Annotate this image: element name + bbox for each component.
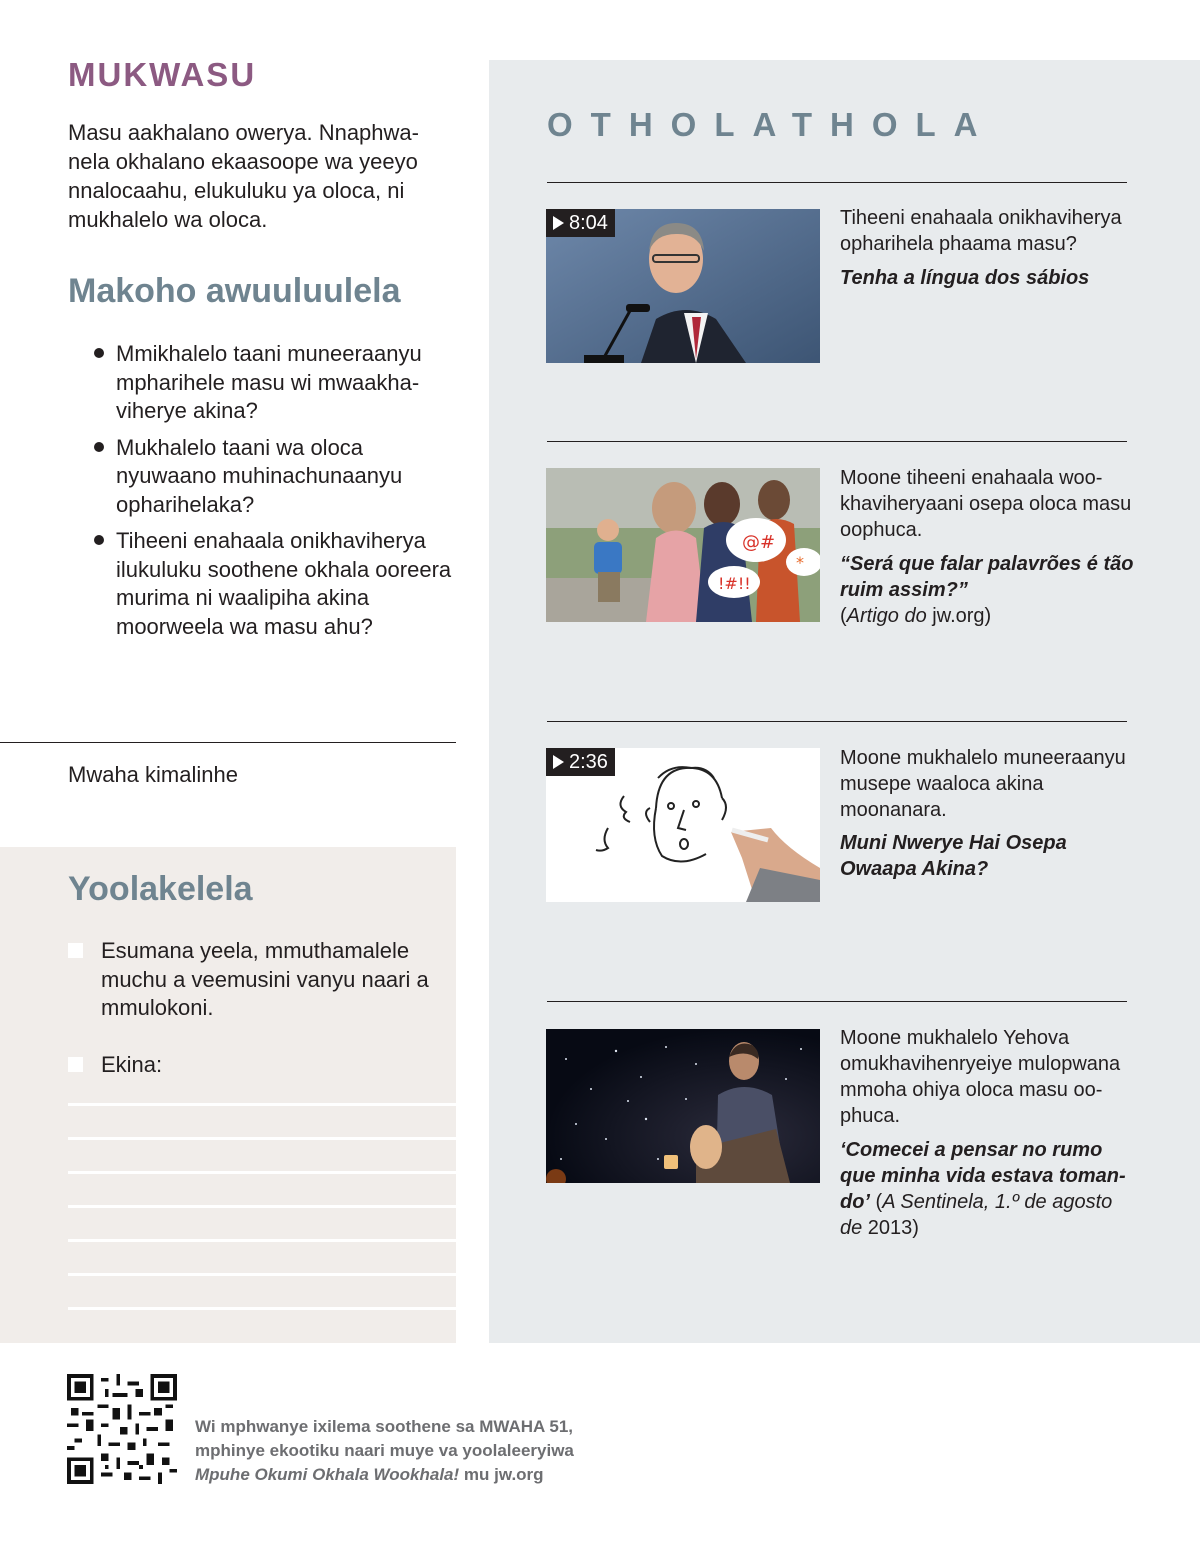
bullet-icon [94,442,104,452]
goals-title: Yoolakelela [68,870,253,908]
svg-text:!#!!: !#!! [718,574,751,593]
explore-item-reference[interactable] [840,830,1140,882]
article-thumbnail[interactable] [546,1029,820,1183]
video-duration-badge [546,209,615,237]
review-question-text: Mmikhalelo taani muneeraanyu mpharihele masu wi mwaakhaviherye akina? [116,341,422,423]
divider [547,441,1127,442]
reference-title: ‘Comecei a pensar no rumo que minha vida estava tomando’ [840,1139,1126,1213]
goal-item[interactable] [68,937,438,1023]
write-in-line[interactable] [68,1103,456,1106]
completed-lesson-label: Mwaha kimalinhe [68,762,238,787]
divider [547,721,1127,722]
reference-source: (Artigo do jw.org) [840,605,992,627]
bullet-icon [94,348,104,358]
explore-item-description: Moone mukhalelo muneeraanyu musepe waaloca akina moonanara. [840,747,1126,821]
explore-item-reference[interactable] [840,1137,1140,1241]
review-title: Makoho awuuluulela [68,272,401,310]
qr-code-icon[interactable] [67,1374,177,1484]
reference-title: “Será que falar palavrões é tão ruim assim?” [840,553,1134,601]
goal-item-other[interactable] [68,1051,438,1080]
play-icon [553,755,564,769]
goals-panel [0,847,456,1343]
teens-cursing-photo [546,468,820,622]
qr-code-graphic [67,1374,177,1484]
summary-text: Masu aakhalano owerya. Nnaphwanela okhalano ekaasoope wa yeeyo nnalocaahu, elukuluku ya oloca, ni mukhalelo wa oloca. [68,120,419,232]
review-question [94,340,454,426]
review-question-text: Mukhalelo taani wa oloca nyuwaano muhinachunaanyu opharihelaka? [116,434,403,517]
write-in-line[interactable] [68,1137,456,1140]
video-thumbnail[interactable] [546,748,820,902]
video-duration-badge [546,748,615,776]
svg-text:*: * [796,553,804,572]
video-thumbnail[interactable] [546,209,820,363]
review-question [94,527,454,641]
goal-item-text: Esumana yeela, mmuthamalele muchu a veemusini vanyu naari a mmulokoni. [101,938,429,1020]
man-under-stars-photo [546,1029,820,1183]
goal-item-text: Ekina: [101,1052,163,1077]
divider [547,182,1127,183]
reference-source: (A Sentinela, 1.º de agosto de 2013) [840,1191,1113,1239]
footer-line: mphinye ekootiku naari muye va yoolaleeryiwa [195,1441,574,1460]
write-in-line[interactable] [68,1239,456,1242]
footer-note [195,1415,615,1487]
write-in-line[interactable] [68,1171,456,1174]
footer-site[interactable]: mu jw.org [459,1465,544,1484]
write-in-line[interactable] [68,1205,456,1208]
video-duration: 2:36 [569,751,608,773]
write-in-line[interactable] [68,1307,456,1310]
video-duration: 8:04 [569,212,608,234]
explore-title: OTHOLATHOLA [547,106,996,143]
checkbox-icon[interactable] [68,1057,83,1072]
explore-item-description: Moone mukhalelo Yehova omukhavihenryeiye mulopwana mmoha ohiya oloca masu oophuca. [840,1027,1121,1127]
checkbox-icon[interactable] [68,943,83,958]
footer-line: Wi mphwanye ixilema soothene sa MWAHA 51, [195,1417,574,1436]
explore-item-description: Moone tiheeni enahaala wookhaviheryaani osepa oloca masu oophuca. [840,467,1132,541]
divider [0,742,456,743]
svg-text:@#: @# [742,532,776,553]
review-question [94,434,454,520]
bullet-icon [94,535,104,545]
divider [547,1001,1127,1002]
explore-item-reference[interactable] [840,551,1140,629]
book-title: Mpuhe Okumi Okhala Wookhala! [195,1465,460,1484]
reference-title: Muni Nwerye Hai Osepa Owaapa Akina? [840,832,1067,880]
explore-item-description: Tiheeni enahaala onikhaviherya opharihela phaama masu? [840,207,1122,255]
review-question-text: Tiheeni enahaala onikhaviherya ilukuluku soothene okhala ooreera murima ni waalipiha akina moorweela wa masu ahu? [116,528,452,639]
play-icon [553,216,564,230]
write-in-line[interactable] [68,1273,456,1276]
explore-item-reference[interactable] [840,265,1140,291]
review-question-list [94,340,454,649]
reference-title: Tenha a língua dos sábios [840,267,1090,289]
summary-title: MUKWASU [68,56,257,93]
article-thumbnail[interactable] [546,468,820,622]
